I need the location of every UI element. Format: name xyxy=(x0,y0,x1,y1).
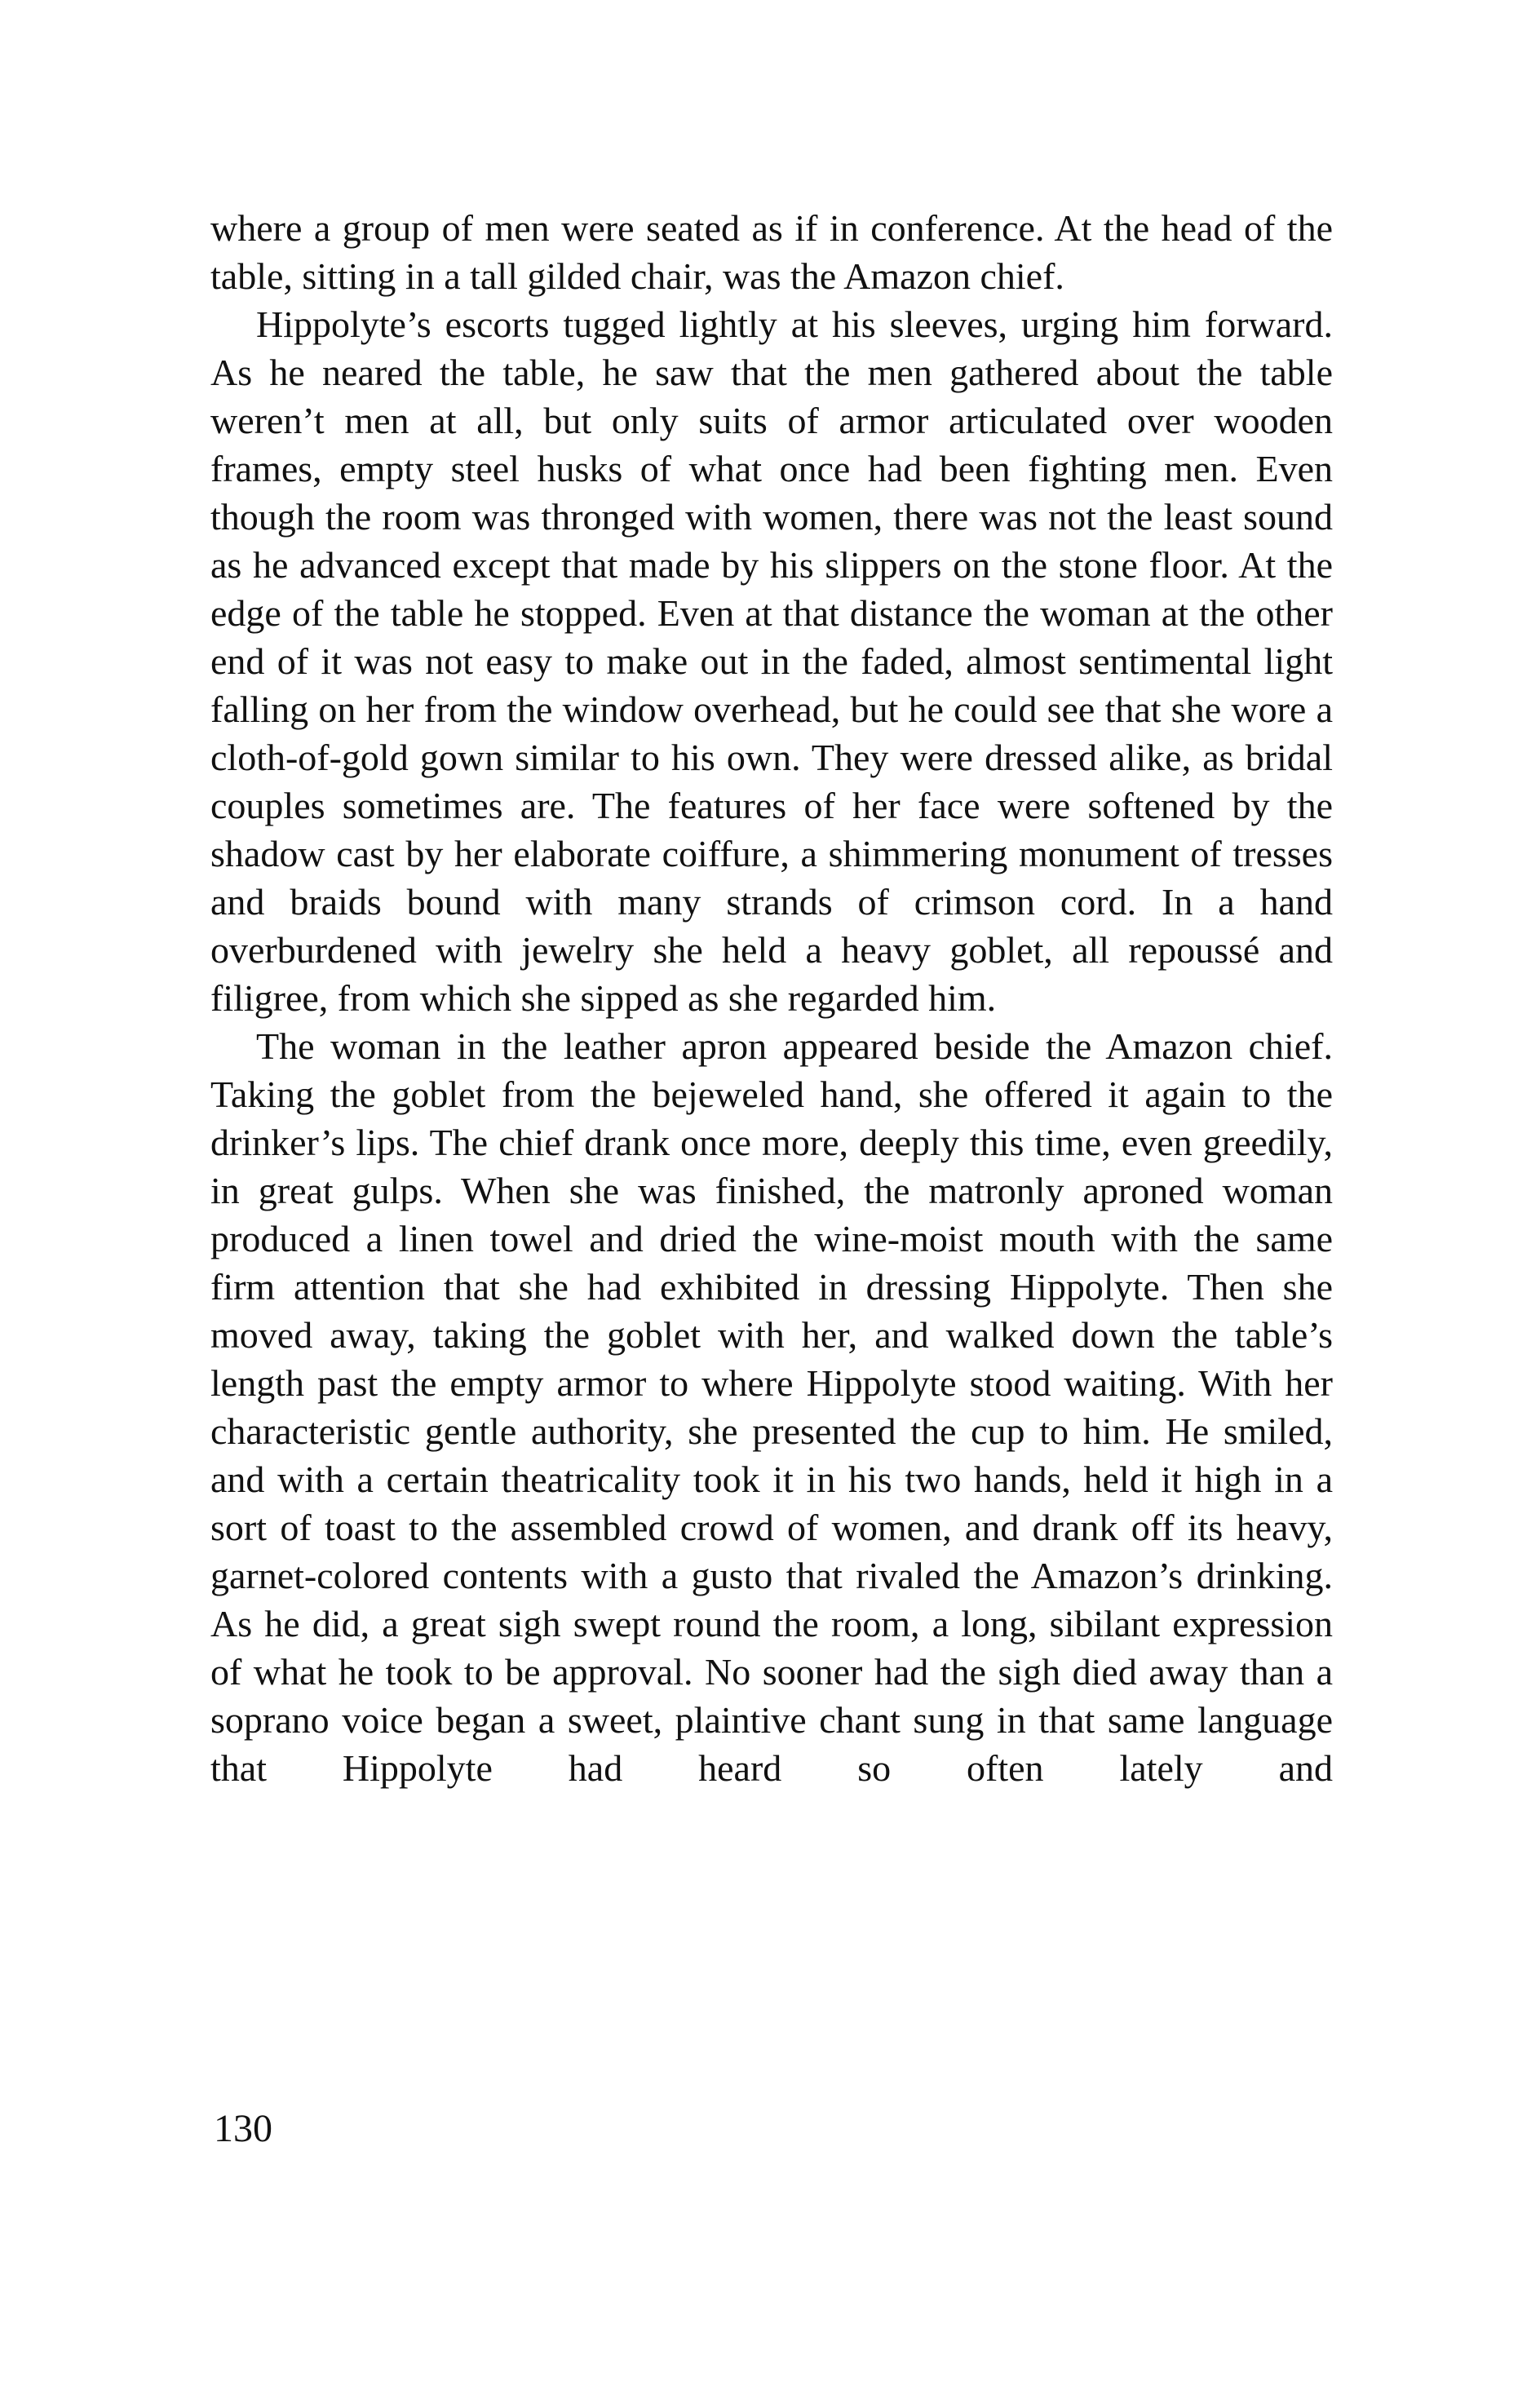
paragraph-escorts: Hippolyte’s escorts tugged lightly at his sleeves, urging him forward. As he neared the table, he saw that the men gathered about the table weren’t men at all, but only suits of armor articulated over wooden frames, empty steel husks of what once had been fighting men. Even though the room was thronged with women, there was not the least sound as he advanced except that made by his slippers on the stone floor. At the edge of the table he stopped. Even at that distance the woman at the other end of it was not easy to make out in the faded, almost sentimental light falling on her from the window overhead, but he could see that she wore a cloth-of-gold gown similar to his own. They were dressed alike, as bridal couples sometimes are. The features of her face were softened by the shadow cast by her elaborate coiffure, a shimmering monument of tresses and braids bound with many strands of crimson cord. In a hand overburdened with jewelry she held a heavy goblet, all repoussé and filigree, from which she sipped as she regarded him. xyxy=(210,303,1333,1019)
paragraph-continued-opening: where a group of men were seated as if in conference. At the head of the table, sitting in a tall gilded chair, was the Amazon chief. xyxy=(210,207,1333,297)
body-text xyxy=(210,204,1333,1792)
page-number: 130 xyxy=(214,2107,272,2150)
paragraph-leather-apron: The woman in the leather apron appeared beside the Amazon chief. Taking the goblet from the bejeweled hand, she offered it again to the drinker’s lips. The chief drank once more, deeply this time, even greedily, in great gulps. When she was finished, the matronly aproned woman produced a linen towel and dried the wine-moist mouth with the same firm attention that she had exhibited in dressing Hippolyte. Then she moved away, taking the goblet with her, and walked down the table’s length past the empty armor to where Hippolyte stood waiting. With her characteristic gentle authority, she presented the cup to him. He smiled, and with a certain theatricality took it in his two hands, held it high in a sort of toast to the assembled crowd of women, and drank off its heavy, garnet-colored contents with a gusto that rivaled the Amazon’s drinking. As he did, a great sigh swept round the room, a long, sibilant expression of what he took to be approval. No sooner had the sigh died away than a soprano voice began a sweet, plaintive chant sung in that same language that Hippolyte had heard so often lately and xyxy=(210,1025,1333,1789)
